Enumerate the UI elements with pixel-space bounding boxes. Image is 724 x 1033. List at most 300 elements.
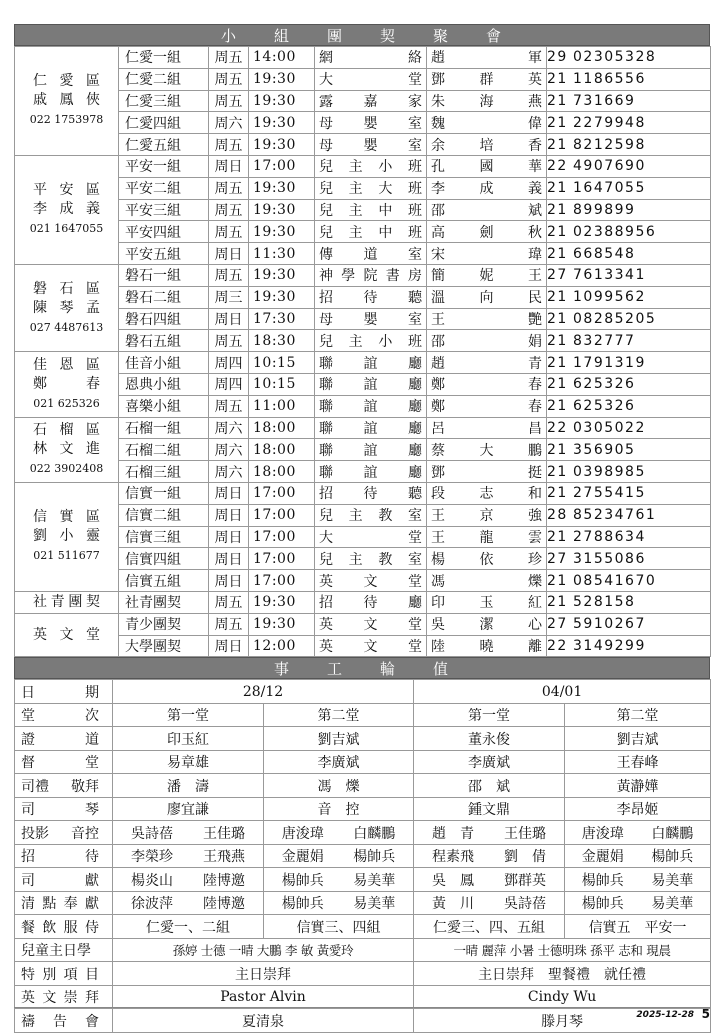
host-text: 趙 軍 [431,50,542,67]
duty-name: 金麗娟 [581,849,624,866]
group-phone [547,155,711,177]
group-phone [547,548,711,570]
group-host [427,635,547,657]
group-row [15,526,711,548]
duty-pair [264,846,413,866]
group-time: 19:30 [249,177,315,199]
group-place [315,373,427,395]
duty-name: 王飛燕 [203,849,245,866]
duty-row [15,727,711,751]
region-phone: 021 625326 [33,396,100,410]
group-host [427,243,547,265]
duty-cell [414,891,565,915]
phone-number: 625326 [573,398,636,415]
label-text: 禱 告 會 [21,1013,99,1030]
duty-pair [414,870,564,890]
duty-name: 程素飛 [432,849,475,866]
group-time: 19:30 [249,613,315,635]
group-phone [547,134,711,156]
region-cell [15,47,119,156]
phone-code: 21 [547,136,568,153]
group-phone [547,112,711,134]
group-time: 17:00 [249,482,315,504]
group-day: 周日 [209,482,249,504]
phone-code: 27 [547,550,568,567]
group-time: 18:30 [249,330,315,352]
host-text: 朱 海 燕 [431,93,542,110]
duty-name: 金麗娟 [281,849,324,866]
group-host [427,330,547,352]
phone-number: 731669 [573,92,636,109]
duty-row [15,891,711,915]
duty-label [15,985,113,1009]
host-text: 鄧 挺 [431,464,542,481]
group-place [315,526,427,548]
place-text: 英 文 堂 [319,573,422,590]
duty-name: 陸博邀 [203,872,245,889]
duty-cell: 第二堂 [264,703,414,727]
group-phone [547,243,711,265]
group-row [15,286,711,308]
label-text: 英 文 崇 拜 [21,990,99,1007]
group-name: 信實一組 [119,482,209,504]
group-name: 仁愛五組 [119,134,209,156]
duty-cell: 王春峰 [565,750,711,774]
group-phone [547,504,711,526]
group-day: 周五 [209,221,249,243]
duty-cell [565,891,711,915]
duty-row [15,797,711,821]
duty-label [15,938,113,962]
group-day: 周五 [209,134,249,156]
group-row [15,155,711,177]
group-name: 信實五組 [119,570,209,592]
phone-number: 08285205 [573,310,657,327]
groups-section-title: 小 組 團 契 聚 會 [14,24,710,46]
group-time: 19:30 [249,134,315,156]
group-day: 周五 [209,90,249,112]
label-text: 招 待 [21,849,99,866]
host-text: 呂 昌 [431,420,542,437]
phone-code: 21 [547,245,568,262]
group-place [315,264,427,286]
group-phone [547,373,711,395]
group-phone [547,613,711,635]
region-name: 英 文 堂 [33,626,100,643]
group-host [427,308,547,330]
label-text: 投影 音控 [21,825,99,842]
group-row [15,221,711,243]
phone-code: 21 [547,201,568,218]
group-name: 磐石四組 [119,308,209,330]
host-text: 陸 曉 離 [431,638,542,655]
phone-number: 832777 [573,332,636,349]
group-phone [547,439,711,461]
group-phone [547,417,711,439]
duty-cell: 主日崇拜 [113,962,414,986]
group-time: 14:00 [249,47,315,69]
place-text: 傳 道 室 [319,246,422,263]
phone-number: 3155086 [573,550,646,567]
duty-name: 易美華 [651,896,694,913]
phone-code: 21 [547,223,568,240]
label-text: 餐 飲 服 侍 [21,919,99,936]
label-text: 司禮 敬拜 [21,778,99,795]
group-time: 19:30 [249,112,315,134]
duty-cell: 劉吉斌 [565,727,711,751]
phone-code: 28 [547,507,568,524]
group-day: 周五 [209,199,249,221]
group-day: 周五 [209,68,249,90]
host-text: 邵 娟 [431,333,542,350]
phone-code: 27 [547,267,568,284]
group-place [315,591,427,613]
place-text: 英 文 堂 [319,617,422,634]
group-day: 周日 [209,570,249,592]
duty-cell: 李廣斌 [264,750,414,774]
duty-label [15,844,113,868]
duty-cell: 仁愛一、二組 [113,915,264,939]
group-place [315,635,427,657]
duty-cell: Cindy Wu [414,985,711,1009]
group-time: 18:00 [249,461,315,483]
duty-cell [264,844,414,868]
group-row [15,635,711,657]
group-row [15,330,711,352]
host-text: 魏 偉 [431,115,542,132]
duty-pair [565,846,710,866]
group-place [315,134,427,156]
duty-cell [565,868,711,892]
duty-cell: 黃瀞嬅 [565,774,711,798]
group-host [427,352,547,374]
duty-label [15,915,113,939]
place-text: 母 嬰 室 [319,137,422,154]
duty-cell: 信實三、四組 [264,915,414,939]
group-name: 佳音小組 [119,352,209,374]
duty-row [15,868,711,892]
phone-code: 27 [547,616,568,633]
group-time: 12:00 [249,635,315,657]
host-text: 王 京 強 [431,508,542,525]
duty-cell: 馮 爍 [264,774,414,798]
host-text: 印 玉 紅 [431,595,542,612]
group-row [15,134,711,156]
duty-date: 04/01 [414,680,711,704]
duty-label [15,962,113,986]
group-day: 周日 [209,243,249,265]
phone-code: 21 [547,398,568,415]
phone-number: 4907690 [573,158,646,175]
group-host [427,155,547,177]
group-day: 周五 [209,591,249,613]
phone-number: 0305022 [573,419,646,436]
phone-code: 22 [547,419,568,436]
phone-number: 1647055 [573,180,646,197]
phone-number: 85234761 [573,507,657,524]
duty-cell: 董永俊 [414,727,565,751]
label-text: 司 獻 [21,872,99,889]
duty-row [15,844,711,868]
group-place [315,613,427,635]
group-row [15,90,711,112]
duty-pair [565,870,710,890]
group-day: 周四 [209,352,249,374]
label-text: 兒童主日學 [21,943,91,960]
duty-row [15,750,711,774]
place-text: 英 文 堂 [319,638,422,655]
host-text: 簡 妮 王 [431,268,542,285]
group-host [427,177,547,199]
duty-cell: 第一堂 [414,703,565,727]
place-text: 兒 主 大 班 [319,181,422,198]
place-text: 母 嬰 室 [319,115,422,132]
group-place [315,221,427,243]
host-text: 宋 瑋 [431,246,542,263]
duty-name: 楊帥兵 [651,849,694,866]
group-name: 石榴三組 [119,461,209,483]
host-text: 李 成 義 [431,181,542,198]
duty-name: 楊帥兵 [281,896,324,913]
group-row [15,308,711,330]
duty-pair [113,893,263,913]
place-text: 聯 誼 廳 [319,420,422,437]
group-name: 社青團契 [119,591,209,613]
group-host [427,221,547,243]
duty-name: 唐浚瑋 [581,825,624,842]
bulletin-page [14,24,710,1033]
duty-name: 易美華 [651,872,694,889]
label-text: 日 期 [21,684,99,701]
place-text: 大 堂 [319,72,422,89]
group-time: 17:00 [249,570,315,592]
group-place [315,330,427,352]
region-name: 平 安 區 [33,182,100,199]
duty-cell: 第一堂 [113,703,264,727]
duty-row [15,774,711,798]
duty-label [15,1009,113,1033]
duty-roster-table [14,679,711,1033]
duty-cell: 主日崇拜 聖餐禮 就任禮 [414,962,711,986]
duty-name: 劉 倩 [504,849,547,866]
duty-name: 唐浚瑋 [281,825,324,842]
group-day: 周日 [209,308,249,330]
footer-divider [14,1007,710,1008]
duty-cell: 孫婷 士德 一晴 大鵬 李 敏 黃愛玲 [113,938,414,962]
duty-name: 王佳璐 [203,825,245,842]
phone-number: 8212598 [573,136,646,153]
duty-cell [414,868,565,892]
place-text: 露 嘉 家 [319,93,422,110]
group-day: 周五 [209,177,249,199]
phone-number: 2755415 [573,485,646,502]
group-time: 17:00 [249,155,315,177]
group-host [427,373,547,395]
place-text: 神 學 院 書 房 [319,268,422,285]
duty-date-row [15,680,711,704]
duty-cell: 一晴 麗萍 小暑 士德明珠 孫平 志和 現晨 [414,938,711,962]
phone-code: 21 [547,528,568,545]
phone-number: 528158 [573,594,636,611]
group-name: 磐石五組 [119,330,209,352]
duty-cell: 潘 濤 [113,774,264,798]
phone-number: 02305328 [573,49,657,66]
host-text: 楊 依 珍 [431,551,542,568]
group-time: 18:00 [249,439,315,461]
group-day: 周六 [209,461,249,483]
phone-number: 3149299 [573,637,646,654]
group-time: 11:00 [249,395,315,417]
phone-code: 29 [547,49,568,66]
group-place [315,155,427,177]
duty-name: 徐波萍 [131,896,173,913]
phone-number: 1099562 [573,289,646,306]
group-host [427,90,547,112]
region-phone: 022 3902408 [29,462,104,476]
duty-name: 黃 川 [432,896,475,913]
region-cell [15,155,119,264]
duty-name: 楊帥兵 [581,872,624,889]
host-text: 蔡 大 鵬 [431,442,542,459]
group-row [15,47,711,69]
group-name: 青少團契 [119,613,209,635]
duty-cell: 易章雄 [113,750,264,774]
group-name: 仁愛一組 [119,47,209,69]
place-text: 兒 主 中 班 [319,224,422,241]
phone-code: 21 [547,441,568,458]
duty-cell [264,891,414,915]
group-time: 17:00 [249,526,315,548]
group-phone [547,395,711,417]
phone-number: 2788634 [573,528,646,545]
group-row [15,570,711,592]
group-row [15,591,711,613]
duty-cell: 廖宜謙 [113,797,264,821]
duty-name: 易美華 [353,872,396,889]
group-time: 17:00 [249,504,315,526]
group-name: 平安五組 [119,243,209,265]
phone-code: 21 [547,594,568,611]
group-place [315,243,427,265]
duty-row [15,985,711,1009]
host-text: 王 龍 雲 [431,529,542,546]
group-meeting-table [14,46,711,657]
place-text: 招 待 聽 [319,290,422,307]
duty-cell [113,844,264,868]
duty-label [15,703,113,727]
group-row [15,373,711,395]
group-row [15,264,711,286]
host-text: 孔 國 華 [431,159,542,176]
duty-cell [264,821,414,845]
place-text: 聯 誼 廳 [319,464,422,481]
group-place [315,439,427,461]
group-host [427,47,547,69]
duty-pair [414,846,564,866]
phone-code: 21 [547,376,568,393]
group-host [427,439,547,461]
group-host [427,504,547,526]
group-time: 19:30 [249,286,315,308]
phone-number: 1186556 [573,71,646,88]
place-text: 聯 誼 廳 [319,442,422,459]
group-phone [547,90,711,112]
place-text: 聯 誼 廳 [319,399,422,416]
duty-cell: 李昂姬 [565,797,711,821]
duty-cell [565,821,711,845]
group-name: 仁愛二組 [119,68,209,90]
group-host [427,548,547,570]
host-text: 吳 潔 心 [431,617,542,634]
group-place [315,504,427,526]
duty-pair [565,823,710,843]
phone-number: 2279948 [573,114,646,131]
duty-row [15,1009,711,1033]
duty-cell: 邵 斌 [414,774,565,798]
duty-label [15,797,113,821]
group-place [315,352,427,374]
duty-cell: 仁愛三、四、五組 [414,915,565,939]
group-row [15,243,711,265]
region-name: 石 榴 區 [33,422,100,439]
duty-pair [414,823,564,843]
duty-cell [565,844,711,868]
duty-row [15,938,711,962]
group-phone [547,68,711,90]
duty-label [15,868,113,892]
group-day: 周日 [209,548,249,570]
group-row [15,548,711,570]
group-row [15,68,711,90]
group-day: 周日 [209,526,249,548]
region-leader: 林 文 進 [33,441,100,458]
duty-label [15,727,113,751]
phone-number: 5910267 [573,616,646,633]
duty-name: 楊帥兵 [281,872,324,889]
group-time: 19:30 [249,591,315,613]
group-day: 周六 [209,112,249,134]
duty-cell: 第二堂 [565,703,711,727]
group-name: 信實三組 [119,526,209,548]
group-row [15,112,711,134]
phone-code: 21 [547,180,568,197]
group-place [315,90,427,112]
group-row [15,199,711,221]
duty-pair [113,823,263,843]
phone-code: 22 [547,158,568,175]
duty-cell: 滕月琴 [414,1009,711,1033]
region-cell [15,264,119,351]
group-host [427,461,547,483]
group-name: 磐石二組 [119,286,209,308]
group-name: 恩典小組 [119,373,209,395]
duty-name: 楊帥兵 [581,896,624,913]
group-host [427,199,547,221]
group-phone [547,264,711,286]
phone-code: 21 [547,92,568,109]
group-day: 周五 [209,330,249,352]
group-day: 周五 [209,47,249,69]
group-host [427,68,547,90]
group-phone [547,591,711,613]
duty-cell: 鍾文鼎 [414,797,565,821]
duty-pair [264,870,413,890]
host-text: 馮 爍 [431,573,542,590]
place-text: 招 待 廳 [319,595,422,612]
host-text: 余 培 香 [431,137,542,154]
place-text: 兒 主 小 班 [319,159,422,176]
group-time: 19:30 [249,90,315,112]
